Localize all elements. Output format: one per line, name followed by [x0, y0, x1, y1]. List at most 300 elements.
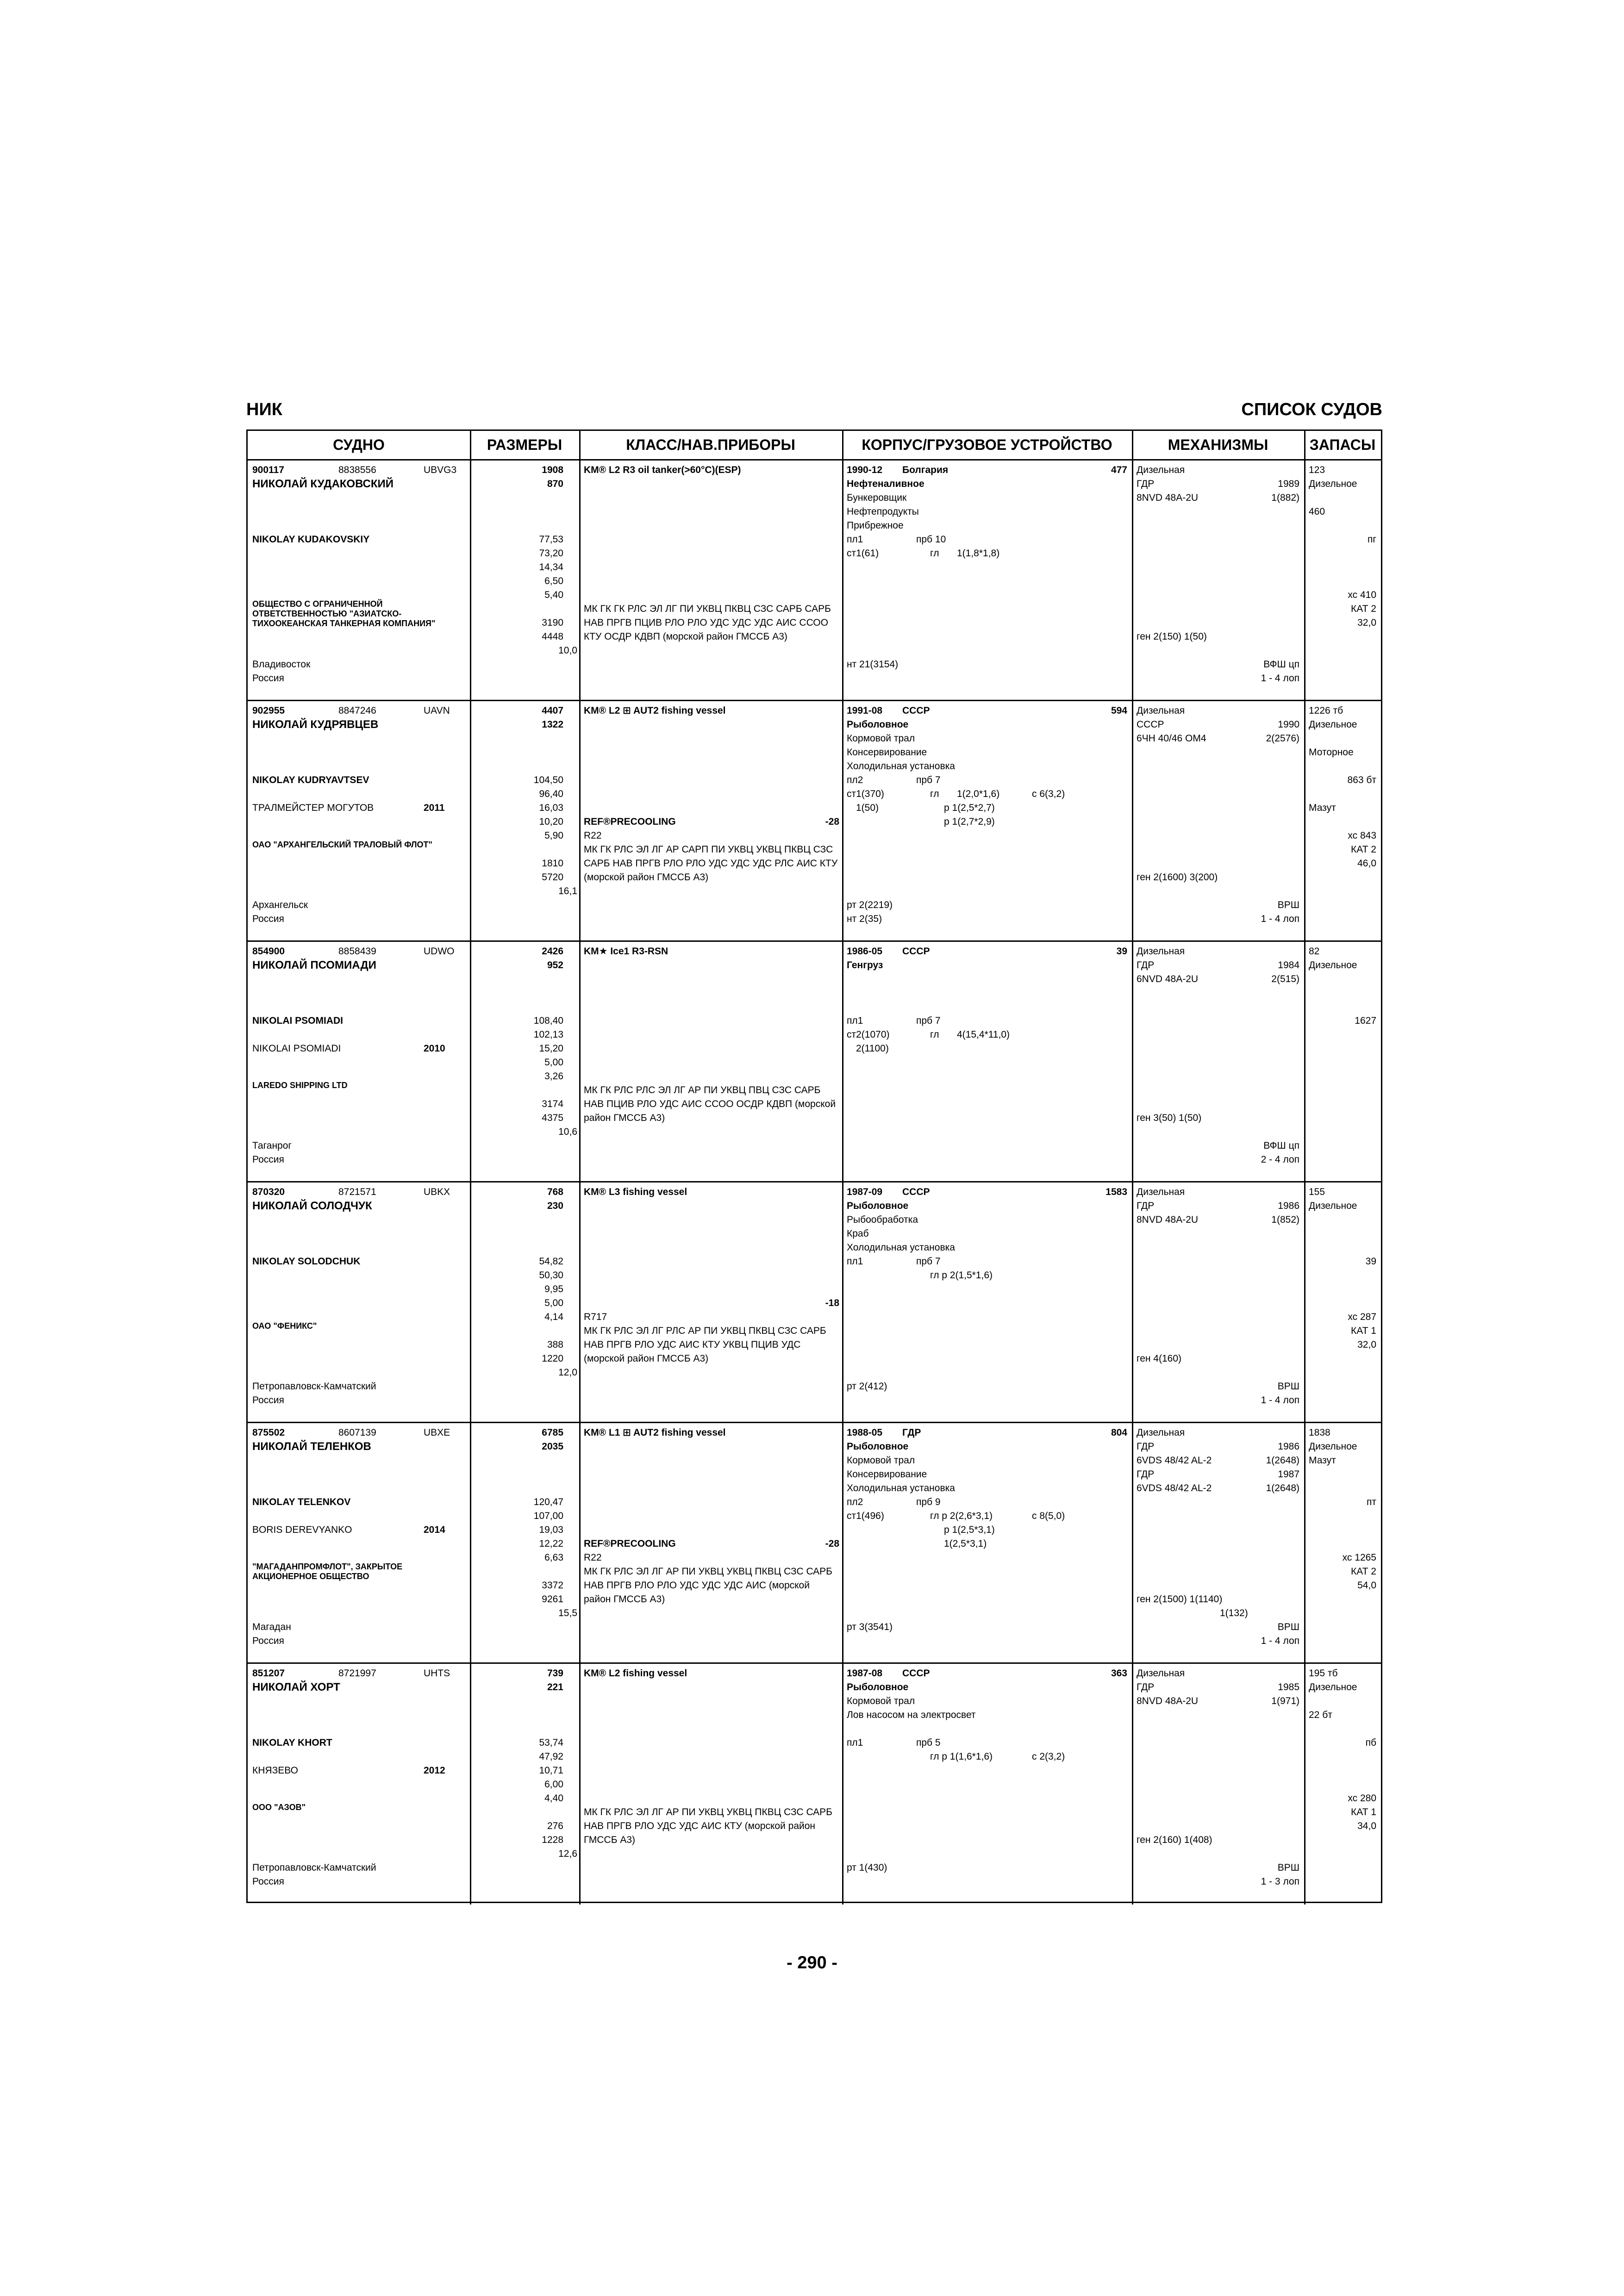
dim-tonnage-net: 230 [547, 1201, 563, 1211]
stores-water: пб [1365, 1737, 1376, 1748]
ship-country: Россия [252, 1876, 284, 1887]
dim-length-overall: 77,53 [539, 534, 563, 545]
class-refrigerant: R22 [584, 830, 602, 841]
hull-bulkheads: прб 10 [916, 534, 946, 545]
stores-water: 1627 [1355, 1015, 1376, 1026]
stores-category: КАТ 2 [1351, 1566, 1376, 1577]
class-refrigeration: REF®PRECOOLING [584, 816, 676, 827]
dim-breadth: 10,71 [539, 1765, 563, 1776]
hull-cargo-booms: ст1(496) [847, 1511, 884, 1521]
stores-endurance: 54,0 [1357, 1580, 1376, 1591]
stores-fuel-qty: 195 тб [1309, 1668, 1338, 1679]
hull-bulkheads: прб 7 [916, 1015, 941, 1026]
ship-imo: 8838556 [338, 465, 376, 475]
mech-year: 1989 [1278, 479, 1299, 489]
dim-length-pp: 50,30 [539, 1270, 563, 1281]
ship-port: Петропавловск-Камчатский [252, 1381, 376, 1392]
hull-build-country: ГДР [902, 1427, 921, 1438]
hull-holds: нт 21(3154) [847, 659, 899, 670]
dim-tonnage-gross: 4407 [542, 705, 563, 716]
hull-line: Лов насосом на электросвет [847, 1710, 976, 1720]
hull-cranes: с 6(3,2) [1032, 789, 1065, 799]
class-temperature: -28 [825, 816, 839, 827]
ship-name-en: NIKOLAI PSOMIADI [252, 1015, 344, 1026]
hull-decks: пл2 [847, 775, 863, 785]
mech-engine-type: Дизельная [1137, 1187, 1185, 1197]
ship-callsign: UBVG3 [424, 465, 457, 475]
ship-id: 870320 [252, 1187, 285, 1197]
dim-depth: 10,20 [539, 816, 563, 827]
ship-name-ru: НИКОЛАЙ ПСОМИАДИ [252, 959, 376, 971]
ship-name-en: NIKOLAY TELENKOV [252, 1497, 351, 1507]
ship-id: 854900 [252, 946, 285, 957]
hull-hatches: гл р 2(2,6*3,1) [930, 1511, 993, 1521]
mech-propeller: ВФШ цп [1263, 659, 1299, 670]
class-notation: KM★ Ice1 R3-RSN [584, 946, 668, 957]
stores-fuel-qty: 1838 [1309, 1427, 1330, 1438]
mech-model-2: 6VDS 48/42 AL-2 [1137, 1483, 1212, 1493]
stores-category: КАТ 1 [1351, 1325, 1376, 1336]
hull-line: Консервирование [847, 1469, 927, 1480]
col-header-hull: КОРПУС/ГРУЗОВОЕ УСТРОЙСТВО [842, 431, 1132, 460]
ship-former-year: 2014 [424, 1524, 445, 1535]
dim-tonnage-gross: 2426 [542, 946, 563, 957]
mech-engine-type: Дизельная [1137, 1427, 1185, 1438]
ship-former-name: NIKOLAI PSOMIADI [252, 1043, 341, 1054]
ship-callsign: UHTS [424, 1668, 450, 1679]
ship-port: Петропавловск-Камчатский [252, 1862, 376, 1873]
dim-length-pp: 73,20 [539, 548, 563, 559]
ship-name-en: NIKOLAY SOLODCHUK [252, 1256, 361, 1267]
hull-holds: рт 3(3541) [847, 1622, 893, 1632]
ship-callsign: UBKX [424, 1187, 450, 1197]
hull-type: Генгруз [847, 960, 883, 971]
stores-crew: хс 410 [1348, 590, 1376, 600]
mech-country-2: ГДР [1137, 1469, 1155, 1480]
hull-yard-number: 477 [1111, 465, 1127, 475]
hull-line: Прибрежное [847, 520, 904, 531]
stores-endurance: 32,0 [1357, 617, 1376, 628]
stores-water: 39 [1365, 1256, 1376, 1267]
dim-draught: 3,26 [544, 1071, 563, 1082]
ship-owner: ОБЩЕСТВО С ОГРАНИЧЕННОЙ ОТВЕТСТВЕННОСТЬЮ "АЗИАТСКО-ТИХООКЕАНСКАЯ ТАНКЕРНАЯ КОМПАНИЯ" [252, 599, 436, 628]
ship-entry [248, 1423, 1381, 1664]
hull-build-country: СССР [902, 705, 930, 716]
hull-line: Холодильная установка [847, 1483, 955, 1493]
stores-endurance: 46,0 [1357, 858, 1376, 869]
stores-water: пт [1367, 1497, 1376, 1507]
hull-extra: 2(1100) [856, 1043, 889, 1054]
dim-length-pp: 107,00 [533, 1511, 563, 1521]
hull-line: Холодильная установка [847, 761, 955, 772]
col-header-ship: СУДНО [248, 431, 470, 460]
mech-propeller: ВРШ [1277, 1381, 1299, 1392]
class-notation: KM® L2 fishing vessel [584, 1668, 687, 1679]
ship-callsign: UBXE [424, 1427, 450, 1438]
ship-country: Россия [252, 673, 284, 684]
dim-displacement: 5720 [542, 872, 563, 883]
hull-build-year: 1986-05 [847, 946, 883, 957]
column-divider [1132, 460, 1133, 1904]
mech-country: ГДР [1137, 1441, 1155, 1452]
dim-draught: 5,40 [544, 590, 563, 600]
ship-entry [248, 1664, 1381, 1904]
ship-name-en: NIKOLAY KUDAKOVSKIY [252, 534, 370, 545]
hull-build-country: СССР [902, 1668, 930, 1679]
hull-hatch-size: 4(15,4*11,0) [957, 1029, 1010, 1040]
hull-bulkheads: прб 7 [916, 775, 941, 785]
dim-displacement: 9261 [542, 1594, 563, 1605]
hull-line: Кормовой трал [847, 1696, 915, 1706]
dim-tonnage-gross: 6785 [542, 1427, 563, 1438]
ship-port: Владивосток [252, 659, 311, 670]
stores-fuel-type: Дизельное [1309, 719, 1357, 730]
dim-tonnage-net: 952 [547, 960, 563, 971]
dim-tonnage-net: 870 [547, 479, 563, 489]
mech-engine-type: Дизельная [1137, 946, 1185, 957]
dim-tonnage-net: 221 [547, 1682, 563, 1692]
hull-decks: пл2 [847, 1497, 863, 1507]
mech-blades: 2 - 4 лоп [1261, 1154, 1299, 1165]
dim-speed: 16,1 [558, 886, 577, 896]
ship-entry [248, 460, 1381, 701]
ship-id: 900117 [252, 465, 284, 475]
hull-yard-number: 804 [1111, 1427, 1127, 1438]
hull-extra: р 1(2,5*3,1) [944, 1524, 995, 1535]
dim-length-pp: 96,40 [539, 789, 563, 799]
ship-former-year: 2010 [424, 1043, 445, 1054]
hull-extra: 1(50) [856, 803, 879, 813]
mech-power: 2(2576) [1266, 733, 1299, 744]
stores-fuel-qty: 1226 тб [1309, 705, 1343, 716]
dim-breadth: 14,34 [539, 562, 563, 572]
ship-callsign: UDWO [424, 946, 455, 957]
hull-extra: р 1(2,7*2,9) [944, 816, 995, 827]
hull-type: Рыболовное [847, 1201, 909, 1211]
stores-category: КАТ 2 [1351, 844, 1376, 855]
dim-tonnage-gross: 1908 [542, 465, 563, 475]
ship-country: Россия [252, 914, 284, 924]
ship-former-name: КНЯЗЕВО [252, 1765, 298, 1776]
class-refrigeration: REF®PRECOOLING [584, 1538, 676, 1549]
ship-name-ru: НИКОЛАЙ КУДАКОВСКИЙ [252, 478, 394, 490]
hull-line: Краб [847, 1228, 869, 1239]
hull-decks: пл1 [847, 1737, 863, 1748]
hull-line: Холодильная установка [847, 1242, 955, 1253]
dim-length-overall: 120,47 [533, 1497, 563, 1507]
column-divider [579, 460, 581, 1904]
stores-water: 863 бт [1347, 775, 1376, 785]
column-divider [842, 460, 843, 1904]
dim-displacement: 1228 [542, 1835, 563, 1845]
class-nav-equipment: МК ГК РЛС ЭЛ ЛГ АР ПИ УКВЦ УКВЦ ПКВЦ СЗС САРБ НАВ ПРГВ РЛО РЛО УДС УДС УДС АИС (морской район ГМССБ А3) [584, 1566, 832, 1605]
hull-type: Рыболовное [847, 719, 909, 730]
dim-breadth: 15,20 [539, 1043, 563, 1054]
class-notation: KM® L2 R3 oil tanker(>60°C)(ESP) [584, 465, 741, 475]
stores-crew: хс 1265 [1342, 1552, 1376, 1563]
dim-tonnage-net: 2035 [542, 1441, 563, 1452]
stores-fuel-type-2: Мазут [1309, 1455, 1336, 1466]
ship-name-ru: НИКОЛАЙ ТЕЛЕНКОВ [252, 1440, 371, 1453]
hull-type: Рыболовное [847, 1441, 909, 1452]
mech-engine-type: Дизельная [1137, 705, 1185, 716]
hull-line: Кормовой трал [847, 733, 915, 744]
hull-extra: р 1(2,5*2,7) [944, 803, 995, 813]
hull-hatches: гл р 2(1,5*1,6) [930, 1270, 993, 1281]
hull-yard-number: 594 [1111, 705, 1127, 716]
dim-tonnage-gross: 739 [547, 1668, 563, 1679]
ship-former-name: BORIS DEREVYANKO [252, 1524, 352, 1535]
stores-category: КАТ 2 [1351, 604, 1376, 614]
mech-model: 6ЧН 40/46 ОМ4 [1137, 733, 1206, 744]
ship-port: Магадан [252, 1622, 291, 1632]
hull-cargo-booms: ст1(61) [847, 548, 879, 559]
dim-depth: 12,22 [539, 1538, 563, 1549]
hull-hatches: гл р 1(1,6*1,6) [930, 1751, 993, 1762]
mech-generators: ген 3(50) 1(50) [1137, 1113, 1202, 1123]
hull-build-country: СССР [902, 946, 930, 957]
hull-tanks: нт 2(35) [847, 914, 882, 924]
mech-generators: ген 2(160) 1(408) [1137, 1835, 1212, 1845]
hull-yard-number: 1583 [1106, 1187, 1127, 1197]
dim-tonnage-gross: 768 [547, 1187, 563, 1197]
hull-build-year: 1987-09 [847, 1187, 883, 1197]
ship-id: 875502 [252, 1427, 285, 1438]
dim-deadweight: 3372 [542, 1580, 563, 1591]
hull-line: Консервирование [847, 747, 927, 758]
hull-build-country: СССР [902, 1187, 930, 1197]
ship-id: 851207 [252, 1668, 285, 1679]
ship-name-ru: НИКОЛАЙ СОЛОДЧУК [252, 1200, 372, 1212]
dim-length-overall: 108,40 [533, 1015, 563, 1026]
hull-hatches: гл [930, 789, 939, 799]
dim-depth: 6,00 [544, 1779, 563, 1790]
hull-hatches: гл [930, 1029, 939, 1040]
ship-former-name: ТРАЛМЕЙСТЕР МОГУТОВ [252, 803, 374, 813]
ship-port: Архангельск [252, 900, 308, 910]
mech-generators: ген 4(160) [1137, 1353, 1182, 1364]
class-temperature: -18 [825, 1298, 839, 1308]
stores-crew: хс 287 [1348, 1312, 1376, 1322]
ship-owner: LAREDO SHIPPING LTD [252, 1081, 348, 1090]
ship-name-en: NIKOLAY KHORT [252, 1737, 332, 1748]
dim-depth: 5,00 [544, 1298, 563, 1308]
dim-displacement: 4375 [542, 1113, 563, 1123]
hull-extra: 1(2,5*3,1) [944, 1538, 987, 1549]
dim-depth: 5,00 [544, 1057, 563, 1068]
stores-crew: хс 843 [1348, 830, 1376, 841]
class-nav-equipment: МК ГК РЛС ЭЛ ЛГ АР САРП ПИ УКВЦ УКВЦ ПКВЦ СЗС САРБ НАВ ПРГВ РЛО РЛО УДС УДС УДС РЛС АИС КТУ (морской район ГМССБ А3) [584, 844, 838, 883]
mech-year: 1986 [1278, 1441, 1299, 1452]
class-nav-equipment: МК ГК ГК РЛС ЭЛ ЛГ ПИ УКВЦ ПКВЦ СЗС САРБ САРБ НАВ ПРГВ ПЦИВ РЛО РЛО УДС УДС УДС АИС ССОО КТУ ОСДР КДВП (морской район ГМССБ А3) [584, 604, 831, 642]
dim-breadth: 9,95 [544, 1284, 563, 1294]
dim-deadweight: 388 [547, 1339, 563, 1350]
hull-build-year: 1991-08 [847, 705, 883, 716]
ship-register-table [246, 429, 1382, 1903]
dim-breadth: 16,03 [539, 803, 563, 813]
mech-power: 1(882) [1271, 492, 1299, 503]
mech-power: 1(852) [1271, 1214, 1299, 1225]
hull-line: Кормовой трал [847, 1455, 915, 1466]
column-divider [1304, 460, 1305, 1904]
column-divider [470, 460, 471, 1904]
dim-displacement: 4448 [542, 631, 563, 642]
dim-length-pp: 102,13 [533, 1029, 563, 1040]
class-nav-equipment: МК ГК РЛС ЭЛ ЛГ АР ПИ УКВЦ УКВЦ ПКВЦ СЗС САРБ НАВ ПРГВ РЛО УДС УДС АИС КТУ (морской район ГМССБ А3) [584, 1807, 832, 1845]
hull-type: Рыболовное [847, 1682, 909, 1692]
dim-draught: 4,14 [544, 1312, 563, 1322]
dim-draught: 4,40 [544, 1793, 563, 1804]
ship-callsign: UAVN [424, 705, 450, 716]
hull-bulkheads: прб 7 [916, 1256, 941, 1267]
dim-speed: 12,0 [558, 1367, 577, 1378]
class-notation: KM® L1 ⊞ AUT2 fishing vessel [584, 1427, 726, 1438]
hull-cargo-booms: ст1(370) [847, 789, 884, 799]
hull-bulkheads: прб 5 [916, 1737, 941, 1748]
mech-model: 8NVD 48A-2U [1137, 1214, 1199, 1225]
stores-fuel-type: Дизельное [1309, 960, 1357, 971]
hull-yard-number: 39 [1116, 946, 1127, 957]
hull-decks: пл1 [847, 1015, 863, 1026]
ship-country: Россия [252, 1636, 284, 1646]
mech-propeller: ВРШ [1277, 900, 1299, 910]
stores-fuel-type: Дизельное [1309, 1441, 1357, 1452]
mech-blades: 1 - 4 лоп [1261, 673, 1299, 684]
dim-draught: 6,63 [544, 1552, 563, 1563]
hull-holds: рт 2(412) [847, 1381, 887, 1392]
hull-build-year: 1990-12 [847, 465, 883, 475]
class-notation: KM® L3 fishing vessel [584, 1187, 687, 1197]
dim-deadweight: 1810 [542, 858, 563, 869]
mech-year: 1985 [1278, 1682, 1299, 1692]
ship-port: Таганрог [252, 1140, 292, 1151]
hull-line: Рыбообработка [847, 1214, 918, 1225]
mech-power: 2(515) [1271, 974, 1299, 984]
dim-tonnage-net: 1322 [542, 719, 563, 730]
mech-blades: 1 - 4 лоп [1261, 914, 1299, 924]
dim-breadth: 19,03 [539, 1524, 563, 1535]
dim-length-overall: 104,50 [533, 775, 563, 785]
mech-power: 1(971) [1271, 1696, 1299, 1706]
col-header-stores: ЗАПАСЫ [1304, 431, 1381, 460]
mech-generators-2: 1(132) [1220, 1608, 1248, 1618]
ship-entry [248, 1182, 1381, 1423]
mech-generators: ген 2(1500) 1(1140) [1137, 1594, 1223, 1605]
stores-fuel-type-3: Моторное [1309, 747, 1354, 758]
hull-cargo-booms: ст2(1070) [847, 1029, 890, 1040]
dim-length-pp: 47,92 [539, 1751, 563, 1762]
class-refrigerant: R22 [584, 1552, 602, 1563]
dim-speed: 12,6 [558, 1848, 577, 1859]
dim-displacement: 1220 [542, 1353, 563, 1364]
ship-name-ru: НИКОЛАЙ КУДРЯВЦЕВ [252, 718, 379, 731]
mech-year: 1984 [1278, 960, 1299, 971]
ship-name-en: NIKOLAY KUDRYAVTSEV [252, 775, 369, 785]
mech-year-2: 1987 [1278, 1469, 1299, 1480]
hull-cranes: с 2(3,2) [1032, 1751, 1065, 1762]
class-nav-equipment: МК ГК РЛС РЛС ЭЛ ЛГ АР ПИ УКВЦ ПВЦ СЗС САРБ НАВ ПЦИВ РЛО УДС АИС ССОО ОСДР КДВП (морской район ГМССБ А3) [584, 1085, 836, 1123]
mech-blades: 1 - 3 лоп [1261, 1876, 1299, 1887]
mech-generators: ген 2(1600) 3(200) [1137, 872, 1218, 883]
col-header-class: КЛАСС/НАВ.ПРИБОРЫ [579, 431, 842, 460]
ship-imo: 8607139 [338, 1427, 376, 1438]
mech-model: 6VDS 48/42 AL-2 [1137, 1455, 1212, 1466]
class-refrigerant: R717 [584, 1312, 607, 1322]
dim-deadweight: 3174 [542, 1099, 563, 1109]
dim-draught: 5,90 [544, 830, 563, 841]
stores-water: пг [1367, 534, 1376, 545]
ship-owner: ОАО "ФЕНИКС" [252, 1321, 317, 1331]
mech-year: 1986 [1278, 1201, 1299, 1211]
hull-hatch-size: 1(1,8*1,8) [957, 548, 1000, 559]
col-header-dimensions: РАЗМЕРЫ [470, 431, 579, 460]
mech-country: ГДР [1137, 1201, 1155, 1211]
ship-entry [248, 942, 1381, 1182]
mech-blades: 1 - 4 лоп [1261, 1636, 1299, 1646]
ship-imo: 8847246 [338, 705, 376, 716]
mech-country: ГДР [1137, 479, 1155, 489]
mech-propeller: ВРШ [1277, 1862, 1299, 1873]
stores-crew: хс 280 [1348, 1793, 1376, 1804]
hull-bulkheads: прб 9 [916, 1497, 941, 1507]
mech-model: 8NVD 48A-2U [1137, 492, 1199, 503]
dim-speed: 15,5 [558, 1608, 577, 1618]
ship-owner: "МАГАДАНПРОМФЛОТ", ЗАКРЫТОЕ АКЦИОНЕРНОЕ ОБЩЕСТВО [252, 1562, 403, 1581]
mech-country: ГДР [1137, 960, 1155, 971]
dim-deadweight: 276 [547, 1821, 563, 1831]
ship-former-year: 2011 [424, 803, 445, 813]
ship-imo: 8858439 [338, 946, 376, 957]
ship-imo: 8721571 [338, 1187, 376, 1197]
dim-depth: 6,50 [544, 576, 563, 586]
mech-power-2: 1(2648) [1266, 1483, 1299, 1493]
hull-cranes: с 8(5,0) [1032, 1511, 1065, 1521]
hull-hatch-size: 1(2,0*1,6) [957, 789, 1000, 799]
hull-holds: рт 2(2219) [847, 900, 893, 910]
header-list-title: СПИСОК СУДОВ [1241, 400, 1382, 419]
stores-marker: Мазут [1309, 803, 1336, 813]
stores-fuel-type: Дизельное [1309, 1682, 1357, 1692]
stores-category: КАТ 1 [1351, 1807, 1376, 1817]
class-temperature: -28 [825, 1538, 839, 1549]
ship-country: Россия [252, 1154, 284, 1165]
hull-decks: пл1 [847, 534, 863, 545]
ship-owner: ОАО "АРХАНГЕЛЬСКИЙ ТРАЛОВЫЙ ФЛОТ" [252, 840, 433, 849]
hull-build-country: Болгария [902, 465, 949, 475]
hull-type: Нефтеналивное [847, 479, 924, 489]
mech-blades: 1 - 4 лоп [1261, 1395, 1299, 1406]
stores-fuel-qty: 82 [1309, 946, 1320, 957]
dim-length-overall: 54,82 [539, 1256, 563, 1267]
stores-endurance: 32,0 [1357, 1339, 1376, 1350]
dim-length-overall: 53,74 [539, 1737, 563, 1748]
mech-country: ГДР [1137, 1682, 1155, 1692]
mech-propeller: ВФШ цп [1263, 1140, 1299, 1151]
class-nav-equipment: МК ГК РЛС ЭЛ ЛГ РЛС АР ПИ УКВЦ ПКВЦ СЗС САРБ НАВ ПРГВ РЛО УДС АИС КТУ УКВЦ ПЦИВ УДС (морской район ГМССБ А3) [584, 1325, 826, 1364]
hull-line: Нефтепродукты [847, 506, 919, 517]
hull-yard-number: 363 [1111, 1668, 1127, 1679]
stores-fuel-qty: 123 [1309, 465, 1325, 475]
dim-speed: 10,6 [558, 1126, 577, 1137]
dim-deadweight: 3190 [542, 617, 563, 628]
page-number: - 290 - [787, 1953, 837, 1972]
mech-engine-type: Дизельная [1137, 465, 1185, 475]
mech-year: 1990 [1278, 719, 1299, 730]
hull-hatches: гл [930, 548, 939, 559]
dim-speed: 10,0 [558, 645, 577, 656]
ship-former-year: 2012 [424, 1765, 445, 1776]
mech-model: 6NVD 48A-2U [1137, 974, 1199, 984]
